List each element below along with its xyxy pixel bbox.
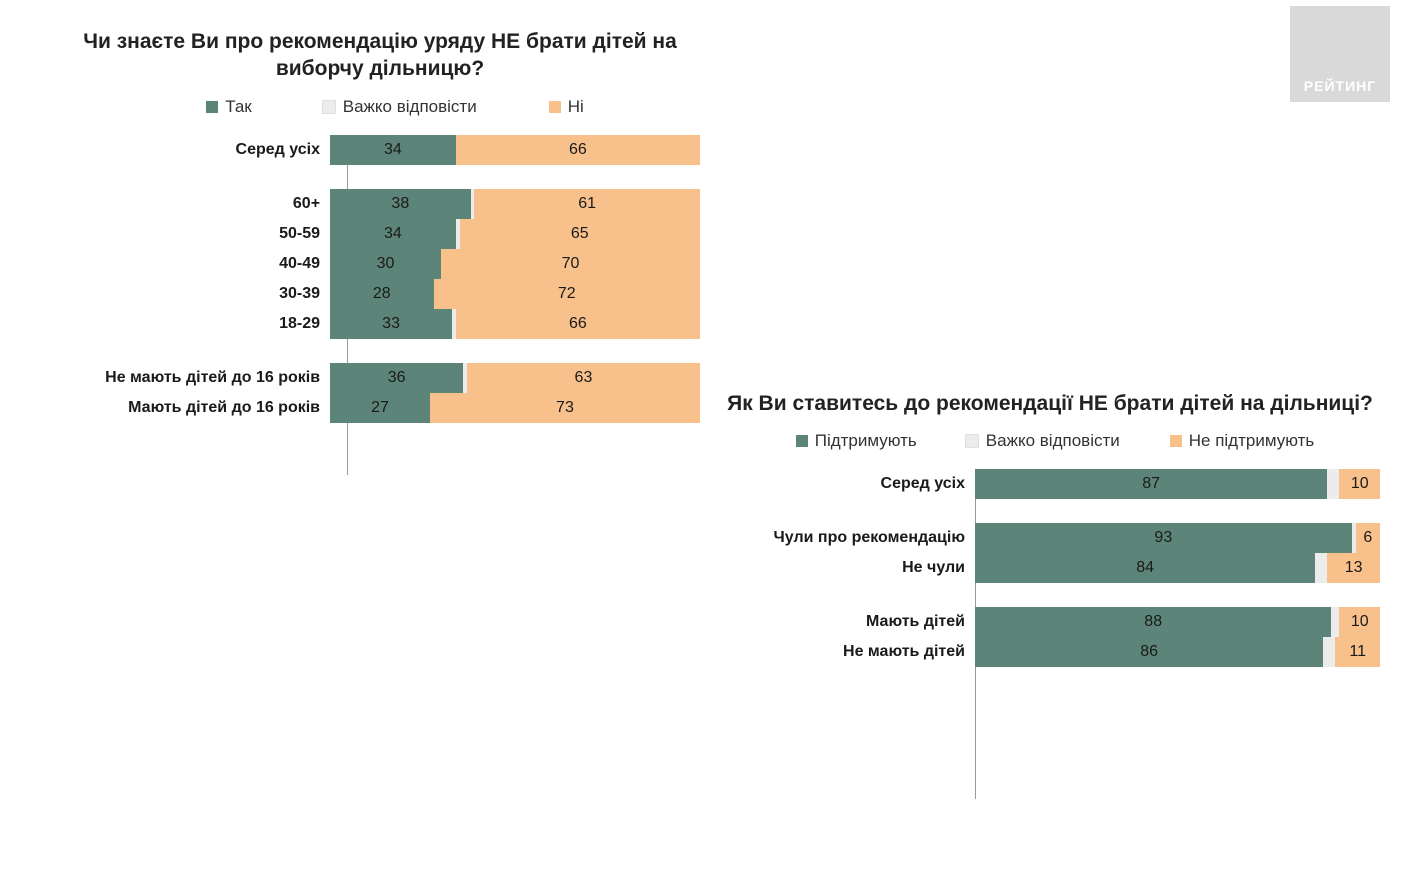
legend-swatch-icon <box>549 101 561 113</box>
bar-row <box>330 309 700 339</box>
bar-segment: 73 <box>430 393 700 423</box>
legend-label: Важко відповісти <box>985 431 1120 451</box>
bar-spacer <box>975 499 1380 523</box>
legend-swatch-icon <box>1170 435 1182 447</box>
bar-category-label: Не мають дітей до 16 років <box>105 368 321 386</box>
legend-swatch-icon <box>206 101 218 113</box>
bar-segment: 33 <box>330 309 452 339</box>
bar-segment <box>1327 469 1339 499</box>
chart-plot-area <box>700 469 1400 799</box>
bar-segment: 13 <box>1327 553 1380 583</box>
bar-category-label: Серед усіх <box>880 475 965 493</box>
bar-segment: 87 <box>975 469 1327 499</box>
legend-item <box>1170 431 1315 451</box>
bar-segment: 84 <box>975 553 1315 583</box>
bar-category-label: Мають дітей до 16 років <box>128 398 321 416</box>
legend-label: Так <box>225 96 252 116</box>
bar-row <box>975 469 1380 499</box>
bar-spacer <box>975 583 1380 607</box>
bar-segment <box>1323 637 1335 667</box>
legend-swatch-icon <box>796 435 808 447</box>
legend-label: Ні <box>567 96 584 116</box>
legend-swatch-icon <box>965 434 979 448</box>
bar-row <box>975 637 1380 667</box>
bar-segment: 10 <box>1339 469 1380 499</box>
bar-row <box>330 393 700 423</box>
bar-segment: 86 <box>975 637 1323 667</box>
bar-segment: 88 <box>975 607 1331 637</box>
bar-segment: 28 <box>330 279 434 309</box>
bar-spacer <box>340 339 700 363</box>
bar-segment: 34 <box>330 219 456 249</box>
bar-segment <box>1331 607 1339 637</box>
bar-row <box>330 219 700 249</box>
bar-row <box>975 523 1380 553</box>
chart-attitude <box>700 390 1400 799</box>
bar-segment: 38 <box>330 189 471 219</box>
bar-row <box>330 135 700 165</box>
legend-item <box>549 97 584 117</box>
bar-segment: 70 <box>441 249 700 279</box>
bar-category-label: Не мають дітей <box>843 643 965 661</box>
bar-spacer <box>340 165 700 189</box>
bar-segment: 34 <box>330 135 456 165</box>
bar-segment: 10 <box>1339 607 1380 637</box>
bar-category-label: 30-39 <box>279 284 321 302</box>
chart-legend <box>700 431 1400 451</box>
bar-segment: 72 <box>434 279 700 309</box>
bar-segment: 27 <box>330 393 430 423</box>
legend-swatch-icon <box>322 100 336 114</box>
legend-item <box>322 97 477 117</box>
bar-segment: 11 <box>1335 637 1380 667</box>
legend-item <box>796 431 917 451</box>
bar-segment: 63 <box>467 363 700 393</box>
chart-plot-area <box>60 135 700 475</box>
bar-segment <box>1315 553 1327 583</box>
bar-category-label: Мають дітей <box>866 613 965 631</box>
bar-segment: 30 <box>330 249 441 279</box>
bar-category-label: 50-59 <box>279 224 321 242</box>
chart-title: Чи знаєте Ви про рекомендацію уряду НЕ брати дітей на виборчу дільницю? <box>83 30 677 81</box>
bar-row <box>975 607 1380 637</box>
bar-segment: 36 <box>330 363 463 393</box>
bar-category-label: 40-49 <box>279 254 320 272</box>
bar-category-label: Чули про рекомендацію <box>773 529 965 547</box>
chart-title: Як Ви ставитесь до рекомендації НЕ брати дітей на дільниці? <box>727 392 1373 415</box>
legend-label: Важко відповісти <box>342 96 477 116</box>
bar-row <box>330 279 700 309</box>
legend-item <box>965 431 1120 451</box>
legend-label: Не підтримують <box>1188 431 1315 451</box>
bar-row <box>330 189 700 219</box>
legend-label: Підтримують <box>814 431 917 451</box>
chart-legend <box>60 97 700 117</box>
bar-category-label: 60+ <box>292 194 321 212</box>
watermark-label: РЕЙТИНГ <box>1303 78 1377 94</box>
bar-segment: 66 <box>456 135 700 165</box>
bar-segment: 61 <box>474 189 700 219</box>
chart-awareness <box>60 28 700 475</box>
bar-segment: 6 <box>1356 523 1380 553</box>
bar-segment: 65 <box>460 219 701 249</box>
bar-row <box>975 553 1380 583</box>
bar-segment: 66 <box>456 309 700 339</box>
bar-category-label: Не чули <box>902 559 965 577</box>
bar-segment: 93 <box>975 523 1352 553</box>
rating-watermark <box>1290 6 1390 102</box>
legend-item <box>206 97 252 117</box>
bar-row <box>330 363 700 393</box>
bar-category-label: 18-29 <box>279 314 321 332</box>
bar-category-label: Серед усіх <box>235 140 321 158</box>
bar-row <box>330 249 700 279</box>
